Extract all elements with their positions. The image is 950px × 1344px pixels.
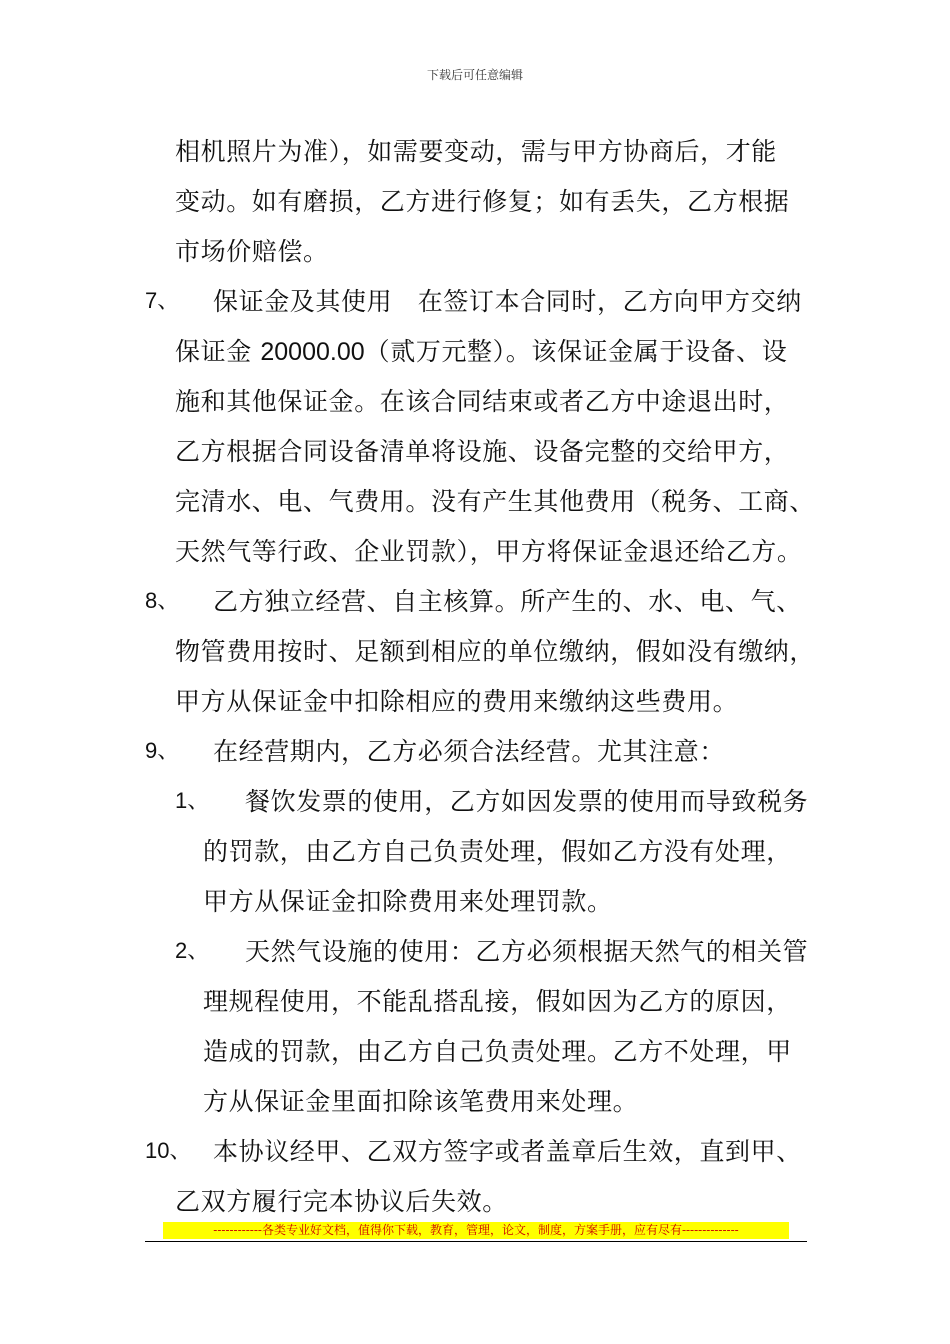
deposit-amount: 20000.00 xyxy=(260,338,365,366)
paragraph-line: 餐饮发票的使用，乙方如因发票的使用而导致税务 xyxy=(245,787,809,816)
paragraph-line: 市场价赔偿。 xyxy=(175,237,329,266)
paragraph-line: 在经营期内，乙方必须合法经营。尤其注意： xyxy=(213,737,726,766)
paragraph-line: 保证金及其使用 在签订本合同时，乙方向甲方交纳 xyxy=(213,287,802,316)
paragraph-line: 乙方独立经营、自主核算。所产生的、水、电、气、 xyxy=(213,587,802,616)
item-number: 7、 xyxy=(145,288,180,313)
paragraph-line: 方从保证金里面扣除该笔费用来处理。 xyxy=(203,1087,639,1116)
paragraph-line: 乙方根据合同设备清单将设施、设备完整的交给甲方， xyxy=(175,437,790,466)
paragraph-line: 完清水、电、气费用。没有产生其他费用（税务、工商、 xyxy=(175,487,816,516)
paragraph-line: 甲方从保证金中扣除相应的费用来缴纳这些费用。 xyxy=(175,687,739,716)
subitem-number: 2、 xyxy=(175,938,210,963)
paragraph-line: 的罚款，由乙方自己负责处理，假如乙方没有处理， xyxy=(203,837,792,866)
paragraph-line: 乙双方履行完本协议后失效。 xyxy=(175,1187,508,1216)
paragraph-line xyxy=(175,332,787,368)
item-number: 9、 xyxy=(145,738,180,763)
paragraph-text: 保证金 xyxy=(175,337,252,366)
page-footer-banner: ------------各类专业好文档，值得你下载，教育，管理，论文，制度，方案手册，应有尽有-------------- xyxy=(163,1222,789,1239)
paragraph-line: 变动。如有磨损，乙方进行修复；如有丢失，乙方根据 xyxy=(175,187,790,216)
paragraph-line: 施和其他保证金。在该合同结束或者乙方中途退出时， xyxy=(175,387,790,416)
paragraph-line: 相机照片为准），如需要变动，需与甲方协商后，才能 xyxy=(175,137,777,166)
paragraph-line: 造成的罚款，由乙方自己负责处理。乙方不处理，甲 xyxy=(203,1037,792,1066)
paragraph-line: 本协议经甲、乙双方签字或者盖章后生效，直到甲、 xyxy=(213,1137,802,1166)
paragraph-line: 理规程使用，不能乱搭乱接，假如因为乙方的原因， xyxy=(203,987,792,1016)
subitem-number: 1、 xyxy=(175,788,210,813)
paragraph-line: 物管费用按时、足额到相应的单位缴纳，假如没有缴纳， xyxy=(175,637,816,666)
footer-divider xyxy=(145,1241,807,1242)
paragraph-line: 天然气设施的使用：乙方必须根据天然气的相关管 xyxy=(245,937,809,966)
paragraph-line: 天然气等行政、企业罚款），甲方将保证金退还给乙方。 xyxy=(175,537,803,566)
paragraph-text: （贰万元整）。该保证金属于设备、设 xyxy=(364,337,788,366)
item-number: 10、 xyxy=(145,1138,192,1163)
item-number: 8、 xyxy=(145,588,180,613)
page-header: 下载后可任意编辑 xyxy=(426,68,523,82)
paragraph-line: 甲方从保证金扣除费用来处理罚款。 xyxy=(203,887,613,916)
